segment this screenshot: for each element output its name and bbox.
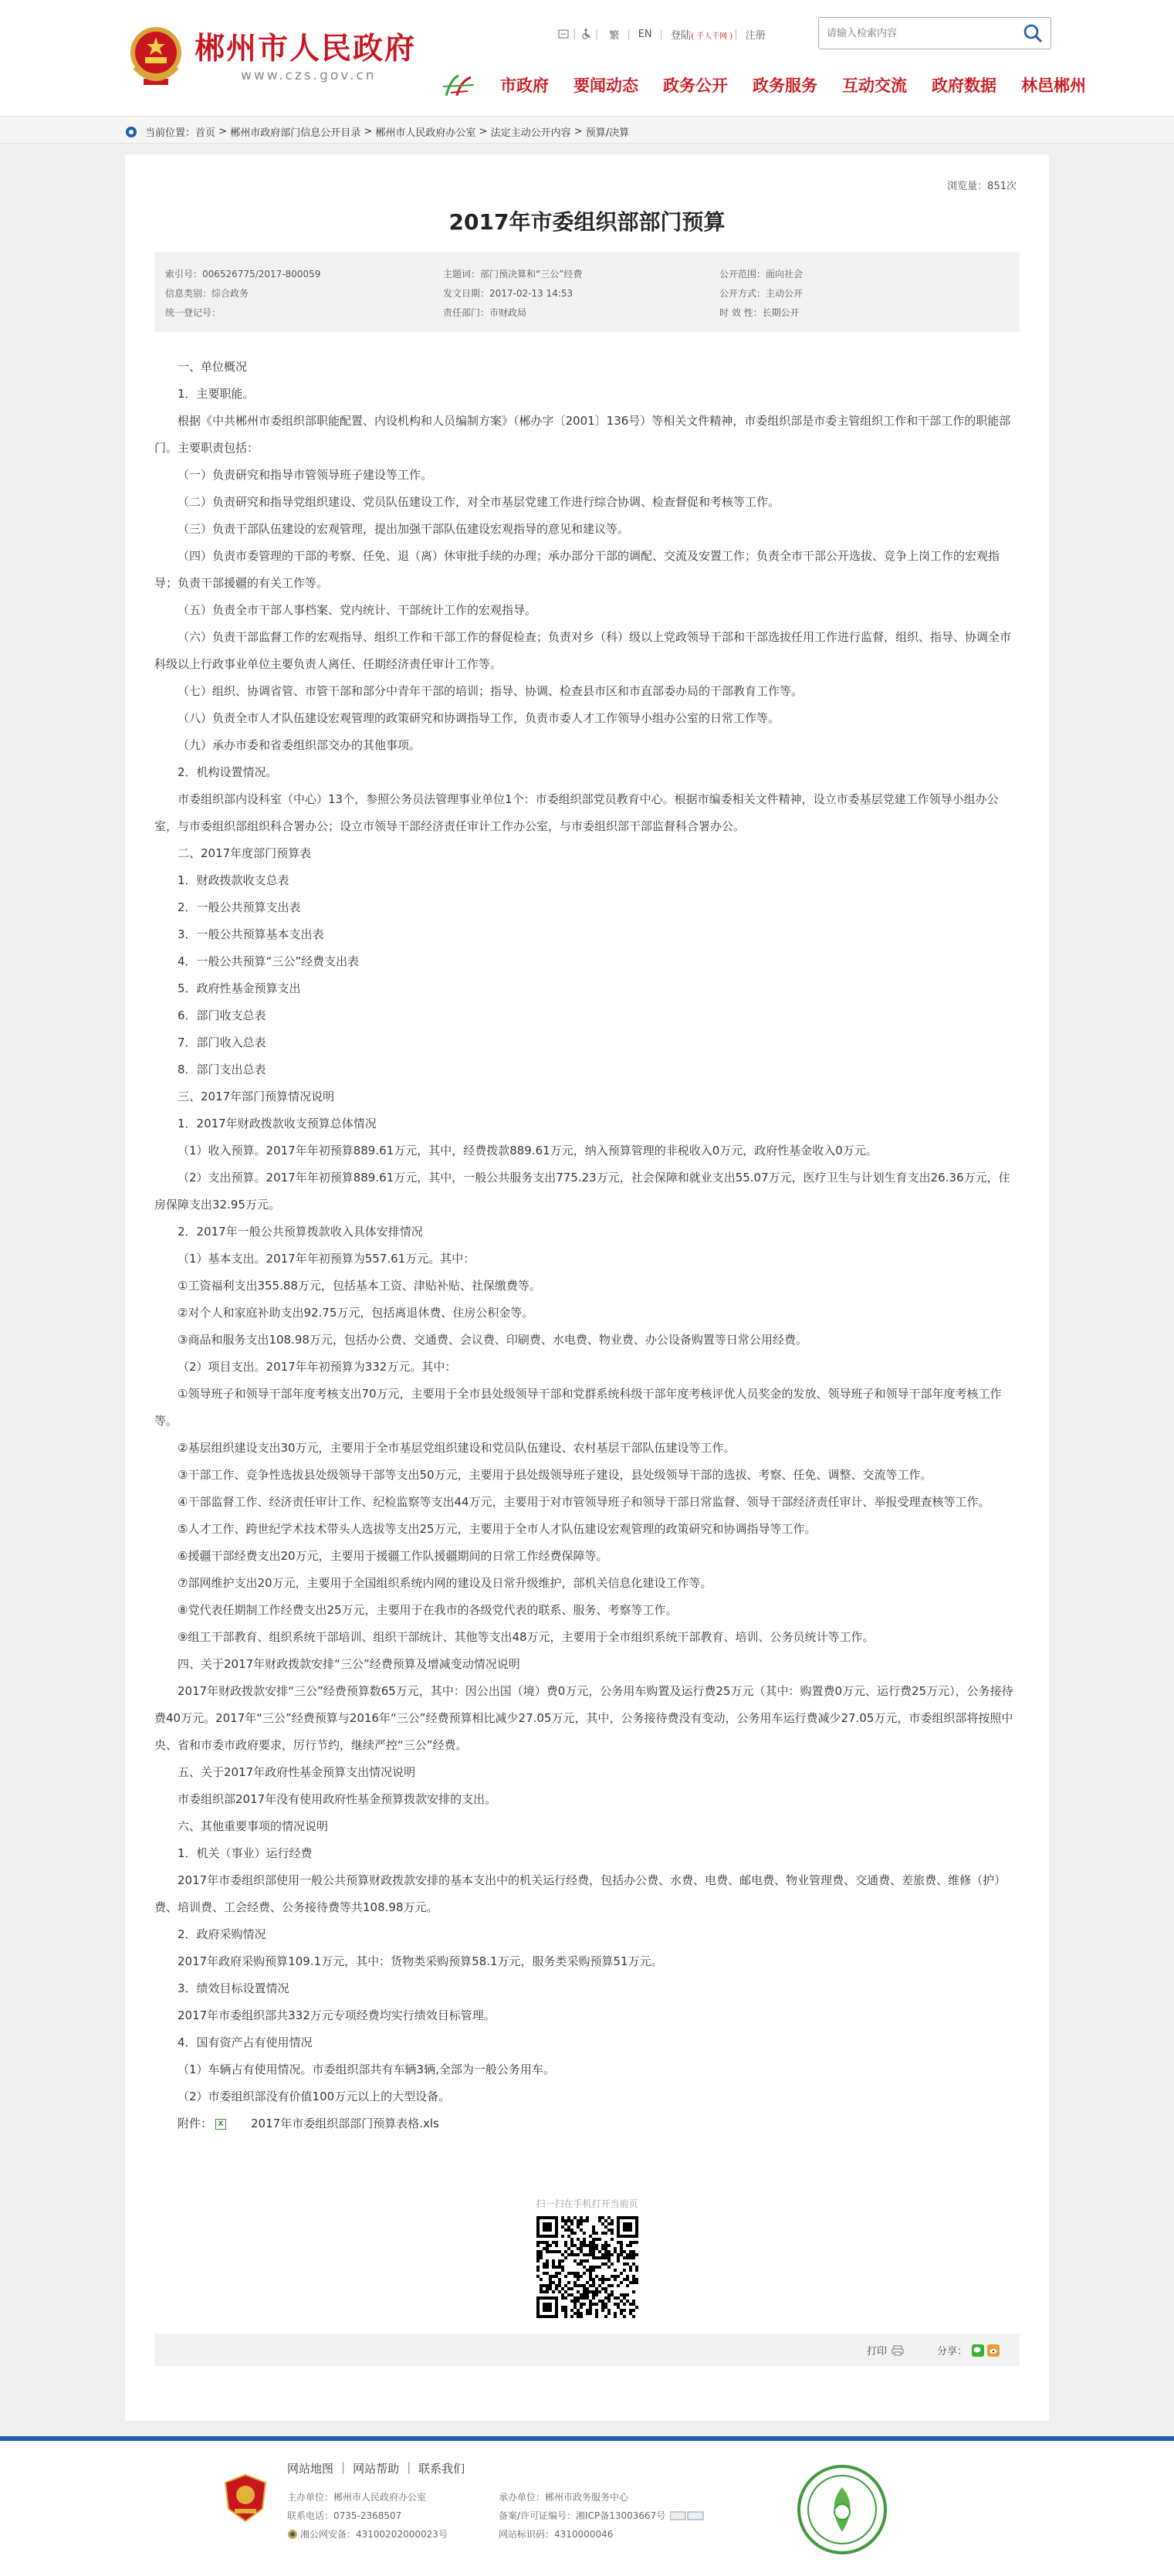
nav-linyi-chenzhou[interactable]: 林邑郴州 [1021, 76, 1086, 95]
article-paragraph: 二、2017年度部门预算表 [178, 846, 312, 860]
breadcrumb-statutory[interactable]: 法定主动公开内容 [490, 127, 571, 139]
search-box [818, 17, 1051, 49]
article-paragraph: （一）负责研究和指导市管领导班子建设等工作。 [178, 468, 433, 482]
nav-gov-data[interactable]: 政府数据 [932, 76, 996, 95]
footer-site-code: 网站标识码：4310000046 [499, 2529, 614, 2540]
article-body [154, 354, 1020, 2137]
excel-file-icon: X [215, 2119, 226, 2130]
weibo-icon[interactable] [987, 2344, 1000, 2357]
qr-caption: 扫一扫在手机打开当前页 [536, 2198, 638, 2209]
footer-help-link[interactable]: 网站帮助 [353, 2462, 400, 2476]
footer-icp-row [499, 2509, 704, 2522]
qr-code-icon [536, 2216, 638, 2318]
article-paragraph: （1）基本支出。2017年年初预算为557.61万元。其中： [178, 1252, 475, 1266]
meta-category: 信息类别：综合政务 [165, 288, 249, 299]
site-header [0, 0, 1174, 116]
meta-publish-date: 发文日期：2017-02-13 14:53 [443, 288, 573, 299]
article-paragraph: 5．政府性基金预算支出 [178, 981, 301, 995]
meta-department: 责任部门：市财政局 [443, 307, 527, 318]
article-paragraph: 2017年市委组织部使用一般公共预算财政拨款安排的基本支出中的机关运行经费，包括办公费、水费、电费、邮电费、物业管理费、交通费、差旅费、维修（护）费、培训费、工会经费、公务接待费等共108.98万元。 [154, 1873, 1007, 1914]
article-paragraph: 五、关于2017年政府性基金预算支出情况说明 [178, 1765, 416, 1779]
article-paragraph: ③干部工作、竞争性选拔县处级领导干部等支出50万元，主要用于县处级领导班子建设，县处级领导干部的选拔、考察、任免、调整、交流等工作。 [178, 1468, 932, 1482]
print-button[interactable] [867, 2343, 904, 2357]
meta-method: 公开方式：主动公开 [719, 288, 804, 299]
article-paragraph: 7．部门收入总表 [178, 1035, 266, 1049]
article-paragraph: ④干部监督工作、经济责任审计工作、纪检监察等支出44万元，主要用于对市管领导班子和领导干部日常监督、领导干部经济责任审计、举报受理查核等工作。 [178, 1495, 990, 1509]
article-meta [154, 252, 1020, 332]
footer-host: 主办单位：郴州市人民政府办公室 [287, 2492, 427, 2503]
site-name: 郴州市人民政府 [195, 31, 417, 66]
footer-phone: 联系电话：0735-2368507 [287, 2510, 402, 2521]
meta-scope: 公开范围：面向社会 [719, 269, 804, 280]
footer-links: 网站地图 | 网站帮助 | 联系我们 [287, 2460, 465, 2476]
print-label: 打印 [866, 2346, 887, 2357]
article-paragraph: 2．一般公共预算支出表 [178, 900, 301, 914]
location-pin-icon [125, 126, 137, 138]
accessibility-mode-icon[interactable] [557, 28, 570, 40]
article-paragraph: ⑤人才工作、跨世纪学术技术带头人选拔等支出25万元，主要用于全市人才队伍建设宏观管理的政策研究和协调指导等工作。 [178, 1522, 817, 1536]
article-paragraph: ①领导班子和领导干部年度考核支出70万元，主要用于全市县处级领导干部和党群系统科级干部年度考核评优人员奖金的发放、领导班子和领导干部年度考核工作等。 [154, 1387, 1002, 1428]
wheelchair-icon[interactable] [580, 28, 592, 40]
site-footer [0, 2436, 1174, 2576]
police-badge-icon [287, 2529, 298, 2540]
article-paragraph: 市委组织部2017年没有使用政府性基金预算拨款安排的支出。 [178, 1792, 497, 1806]
article-paragraph: 2017年政府采购预算109.1万元，其中：货物类采购预算58.1万元，服务类采购预算51万元。 [178, 1954, 663, 1968]
article-paragraph: （2）支出预算。2017年年初预算889.61万元，其中，一般公共服务支出775.23万元，社会保障和就业支出55.07万元，医疗卫生与计划生育支出26.36万元，住房保障支出32.95万元。 [154, 1171, 1010, 1212]
article-paragraph: 根据《中共郴州市委组织部职能配置、内设机构和人员编制方案》（郴办字〔2001〕136号）等相关文件精神，市委组织部是市委主管组织工作和干部工作的职能部门。主要职责包括： [154, 414, 1011, 455]
share-label: 分享： [936, 2346, 967, 2357]
article-paragraph: ③商品和服务支出108.98万元，包括办公费、交通费、会议费、印刷费、水电费、物业费、办公设备购置等日常公用经费。 [178, 1333, 807, 1347]
article-paragraph: 3．绩效目标设置情况 [178, 1981, 289, 1995]
footer-organizer: 承办单位：郴州市政务服务中心 [499, 2492, 629, 2503]
article-paragraph: 1．机关（事业）运行经费 [178, 1846, 313, 1860]
article-paragraph: 3．一般公共预算基本支出表 [178, 927, 324, 941]
article-paragraph: 一、单位概况 [178, 360, 248, 374]
meta-topic: 主题词：部门预决算和“三公”经费 [443, 269, 583, 280]
breadcrumb-bar [0, 116, 1174, 144]
article-paragraph: （六）负责干部监督工作的宏观指导、组织工作和干部工作的督促检查；负责对乡（科）级以上党政领导干部和干部选拔任用工作进行监督，组织、指导、协调全市科级以上行政事业单位主要负责人离任、任期经济责任审计工作等。 [154, 630, 1012, 671]
nav-gov-affairs-open[interactable]: 政务公开 [663, 76, 728, 95]
breadcrumb-budget[interactable]: 预算/决算 [585, 127, 630, 139]
search-icon[interactable] [1021, 22, 1044, 44]
article-paragraph: （九）承办市委和省委组织部交办的其他事项。 [178, 738, 421, 752]
main-nav [440, 71, 1098, 99]
attachment-link[interactable]: 2017年市委组织部部门预算表格.xls [251, 2117, 439, 2130]
english-link[interactable]: EN [638, 28, 652, 40]
article-card [125, 154, 1049, 2421]
article-paragraph: ⑦部网维护支出20万元，主要用于全国组织系统内网的建设及日常升级维护，部机关信息化建设工作等。 [178, 1576, 712, 1590]
footer-contact-link[interactable]: 联系我们 [418, 2462, 465, 2476]
home-bamboo-icon[interactable] [440, 71, 477, 99]
traditional-chinese-link[interactable]: 繁 [609, 29, 620, 42]
article-paragraph: 2017年市委组织部共332万元专项经费均实行绩效目标管理。 [178, 2008, 496, 2022]
footer-sitemap-link[interactable]: 网站地图 [287, 2462, 334, 2476]
site-logo[interactable] [123, 19, 448, 96]
article-paragraph: （1）车辆占有使用情况。市委组织部共有车辆3辆,全部为一般公务用车。 [178, 2062, 555, 2076]
article-paragraph: （1）收入预算。2017年年初预算889.61万元，其中，经费拨款889.61万元，纳入预算管理的非税收入0万元，政府性基金收入0万元。 [178, 1144, 878, 1158]
article-paragraph: 4．国有资产占有使用情况 [178, 2035, 313, 2049]
article-paragraph: （三）负责干部队伍建设的宏观管理，提出加强干部队伍建设宏观指导的意见和建议等。 [178, 522, 630, 536]
search-input[interactable] [827, 25, 1004, 41]
login-note: ( 千人千网 ) [691, 32, 733, 41]
top-links: | | 繁 | EN | 登陆( 千人千网 ) | 注册 [557, 26, 773, 42]
article-paragraph: 六、其他重要事项的情况说明 [178, 1819, 329, 1833]
share-bar [154, 2334, 1020, 2366]
attachment-row [154, 2110, 1020, 2137]
wechat-icon[interactable] [972, 2344, 984, 2357]
article-paragraph: ⑨组工干部教育、组织系统干部培训、组织干部统计、其他等支出48万元，主要用于全市组织系统干部教育、培训、公务员统计等工作。 [178, 1630, 875, 1644]
breadcrumb-catalog[interactable]: 郴州市政府部门信息公开目录 [230, 127, 361, 139]
footer-police-row [287, 2527, 448, 2540]
article-paragraph: ②对个人和家庭补助支出92.75万元，包括离退休费、住房公积金等。 [178, 1306, 534, 1320]
article-paragraph: （五）负责全市干部人事档案、党内统计、干部统计工作的宏观指导。 [178, 603, 537, 617]
register-link[interactable]: 注册 [745, 29, 766, 42]
breadcrumb-home[interactable]: 首页 [195, 127, 216, 139]
certification-icon[interactable] [670, 2511, 704, 2520]
printer-icon [891, 2344, 904, 2357]
article-paragraph: ①工资福利支出355.88万元，包括基本工资、津贴补贴、社保缴费等。 [178, 1279, 541, 1293]
meta-validity: 时 效 性：长期公开 [719, 307, 800, 318]
nav-gov-services[interactable]: 政务服务 [753, 76, 817, 95]
breadcrumb-office[interactable]: 郴州市人民政府办公室 [375, 127, 476, 139]
article-paragraph: ⑧党代表任期制工作经费支出25万元，主要用于在我市的各级党代表的联系、服务、考察等工作。 [178, 1603, 678, 1617]
article-paragraph: 8．部门支出总表 [178, 1063, 266, 1076]
article-paragraph: 4．一般公共预算“三公”经费支出表 [178, 954, 360, 968]
article-paragraph: 2．2017年一般公共预算拨款收入具体安排情况 [178, 1225, 423, 1239]
article-paragraph: ⑥援疆干部经费支出20万元，主要用于援疆工作队援疆期间的日常工作经费保障等。 [178, 1549, 608, 1563]
article-paragraph: 1．主要职能。 [178, 387, 255, 401]
article-paragraph: （2）市委组织部没有价值100万元以上的大型设备。 [178, 2090, 451, 2103]
meta-index-no: 索引号：006526775/2017-800059 [165, 269, 321, 280]
breadcrumb: 当前位置： 首页 > 郴州市政府部门信息公开目录 > 郴州市人民政府办公室 > 法定主动公开内容 > 预算/决算 [125, 124, 629, 139]
article-paragraph: 2017年财政拨款安排“三公”经费预算数65万元，其中：因公出国（境）费0万元，公务用车购置及运行费25万元（其中：购置费0万元、运行费25万元），公务接待费40万元。2017年“三公”经费预算与2016年“三公”经费预算相比减少27.05万元，其中，公务接待费没有变动，公务用车运行费减少27.05万元，市委组织部将按照中央、省和市委市政府要求，厉行节约，继续严控“三公”经费。 [154, 1684, 1013, 1752]
party-gov-badge-icon[interactable] [224, 2473, 267, 2523]
article-paragraph: 6．部门收支总表 [178, 1008, 266, 1022]
national-emblem-icon [127, 22, 185, 88]
login-label: 登陆 [671, 29, 692, 42]
article-paragraph: （2）项目支出。2017年年初预算为332万元。其中： [178, 1360, 457, 1374]
gov-site-error-finder-icon[interactable] [797, 2464, 888, 2555]
article-paragraph: （四）负责市委管理的干部的考察、任免、退（离）休审批手续的办理；承办部分干部的调配、交流及安置工作；负责全市干部公开选拔、竞争上岗工作的宏观指导；负责干部援疆的有关工作等。 [154, 549, 1000, 590]
article-paragraph: 三、2017年部门预算情况说明 [178, 1090, 335, 1103]
article-paragraph: （二）负责研究和指导党组织建设、党员队伍建设工作，对全市基层党建工作进行综合协调、检查督促和考核等工作。 [178, 495, 780, 509]
article-paragraph: （八）负责全市人才队伍建设宏观管理的政策研究和协调指导工作，负责市委人才工作领导小组办公室的日常工作等。 [178, 711, 780, 725]
nav-interaction[interactable]: 互动交流 [842, 76, 907, 95]
footer-police-record[interactable]: 湘公网安备：43100202000023号 [300, 2529, 448, 2540]
meta-unified-code: 统一登记号： [165, 307, 222, 318]
article-paragraph: 2．政府采购情况 [178, 1927, 266, 1941]
site-url: www.czs.gov.cn [241, 68, 377, 83]
article-paragraph: （七）组织、协调省管、市管干部和部分中青年干部的培训；指导、协调、检查县市区和市直部委办局的干部教育工作等。 [178, 684, 804, 698]
login-link[interactable] [671, 27, 732, 42]
article-paragraph: 1．财政拨款收支总表 [178, 873, 289, 887]
nav-news[interactable]: 要闻动态 [573, 76, 638, 95]
footer-icp[interactable]: 备案/许可证编号：湘ICP备13003667号 [499, 2510, 666, 2521]
article-title: 2017年市委组织部部门预算 [448, 209, 726, 235]
article-paragraph: 市委组织部内设科室（中心）13个，参照公务员法管理事业单位1个：市委组织部党员教育中心。根据市编委相关文件精神，设立市委基层党建工作领导小组办公室，与市委组织部组织科合署办公；设立市领导干部经济责任审计工作办公室，与市委组织部干部监督科合署办公。 [154, 792, 999, 833]
attachment-label: 附件： [178, 2117, 213, 2130]
article-paragraph: 四、关于2017年财政拨款安排“三公”经费预算及增减变动情况说明 [178, 1657, 520, 1671]
nav-city-government[interactable]: 市政府 [500, 76, 549, 95]
article-paragraph: ②基层组织建设支出30万元，主要用于全市基层党组织建设和党员队伍建设、农村基层干部队伍建设等工作。 [178, 1441, 736, 1455]
article-paragraph: 2．机构设置情况。 [178, 765, 278, 779]
share-group [937, 2343, 1000, 2357]
view-count: 浏览量：851次 [947, 181, 1017, 192]
article-paragraph: 1．2017年财政拨款收支预算总体情况 [178, 1117, 377, 1130]
breadcrumb-label: 当前位置： [145, 127, 196, 139]
